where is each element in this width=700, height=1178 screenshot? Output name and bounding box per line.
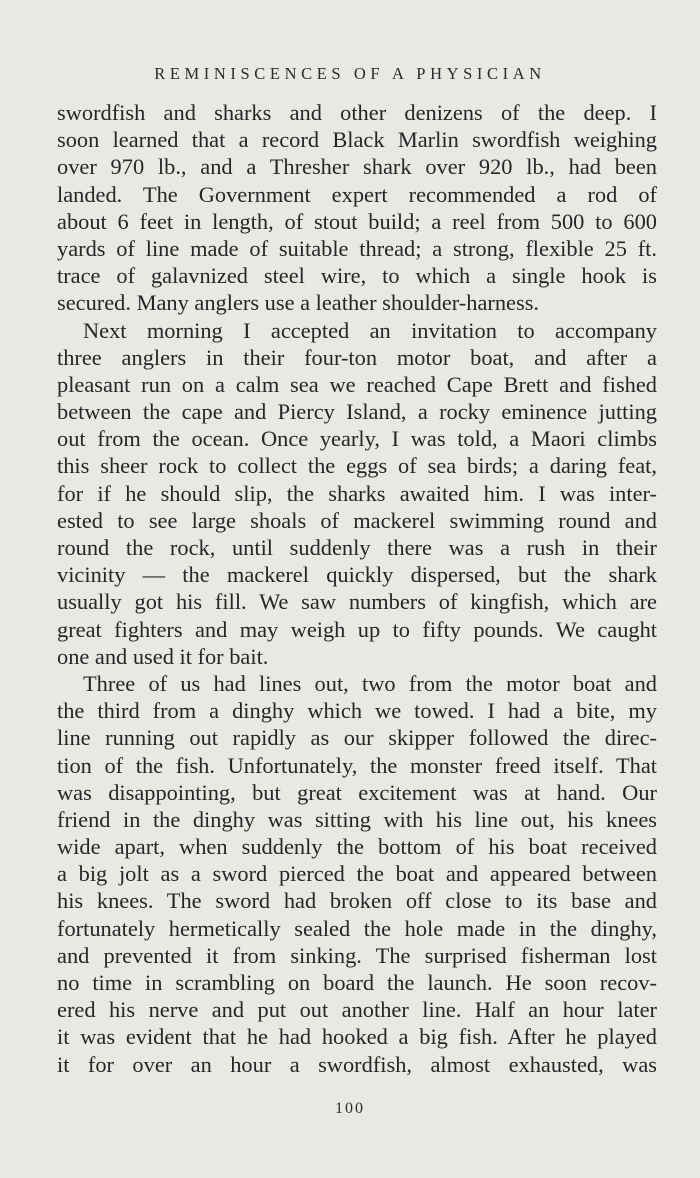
text-line: trace of galavnized steel wire, to which a single hook is	[57, 263, 657, 289]
text-line: wide apart, when suddenly the bottom of his boat received	[57, 834, 657, 860]
text-line: ested to see large shoals of mackerel swimming round and	[57, 507, 657, 533]
text-line: line running out rapidly as our skipper followed the direc-	[57, 725, 657, 751]
text-line: secured. Many anglers use a leather shoulder-harness.	[57, 290, 540, 316]
text-line: friend in the dinghy was sitting with his line out, his knees	[57, 806, 657, 832]
text-line: one and used it for bait.	[57, 643, 269, 669]
text-line: great fighters and may weigh up to fifty pounds. We caught	[57, 616, 657, 642]
text-line: out from the ocean. Once yearly, I was told, a Maori climbs	[57, 426, 657, 452]
body-text	[57, 99, 657, 1078]
text-line: between the cape and Piercy Island, a rocky eminence jutting	[57, 399, 657, 425]
text-line: three anglers in their four-ton motor boat, and after a	[57, 344, 657, 370]
text-line: no time in scrambling on board the launch. He soon recov-	[57, 970, 657, 995]
text-line: a big jolt as a sword pierced the boat and appeared between	[57, 861, 657, 887]
text-line: it for over an hour a swordfish, almost exhausted, was	[57, 1051, 657, 1077]
page-number: 100	[335, 1100, 365, 1117]
text-line: round the rock, until suddenly there was a rush in their	[57, 535, 657, 560]
text-line: fortunately hermetically sealed the hole made in the dinghy,	[57, 915, 657, 941]
text-line: was disappointing, but great excitement was at hand. Our	[57, 779, 657, 805]
text-line: for if he should slip, the sharks awaited him. I was inter-	[57, 480, 657, 506]
text-line: it was evident that he had hooked a big fish. After he played	[57, 1024, 657, 1050]
text-line: over 970 lb., and a Thresher shark over 920 lb., had been	[57, 154, 657, 180]
text-line: about 6 feet in length, of stout build; a reel from 500 to 600	[57, 208, 657, 234]
text-line: and prevented it from sinking. The surprised fisherman lost	[57, 942, 657, 968]
text-line: Next morning I accepted an invitation to accompany	[83, 317, 657, 343]
text-line: vicinity — the mackerel quickly dispersed, but the shark	[57, 562, 657, 588]
text-line: landed. The Government expert recommended a rod of	[57, 181, 657, 207]
running-head: REMINISCENCES OF A PHYSICIAN	[154, 64, 546, 83]
text-line: ered his nerve and put out another line. Half an hour later	[57, 997, 657, 1023]
text-line: swordfish and sharks and other denizens of the deep. I	[57, 100, 657, 125]
text-line: his knees. The sword had broken off close to its base and	[57, 888, 657, 914]
text-line: the third from a dinghy which we towed. I had a bite, my	[57, 698, 657, 724]
text-line: usually got his fill. We saw numbers of kingfish, which are	[57, 589, 657, 615]
text-line: Three of us had lines out, two from the motor boat and	[83, 670, 657, 696]
text-line: yards of line made of suitable thread; a strong, flexible 25 ft.	[57, 235, 657, 261]
text-line: tion of the fish. Unfortunately, the monster freed itself. That	[57, 752, 657, 778]
paragraph-2	[57, 317, 657, 670]
paragraph-1	[57, 99, 657, 317]
text-line: soon learned that a record Black Marlin swordfish weighing	[57, 127, 657, 153]
text-line: this sheer rock to collect the eggs of sea birds; a daring feat,	[57, 453, 657, 479]
text-line: pleasant run on a calm sea we reached Cape Brett and fished	[57, 371, 657, 397]
paragraph-3	[57, 670, 657, 1078]
